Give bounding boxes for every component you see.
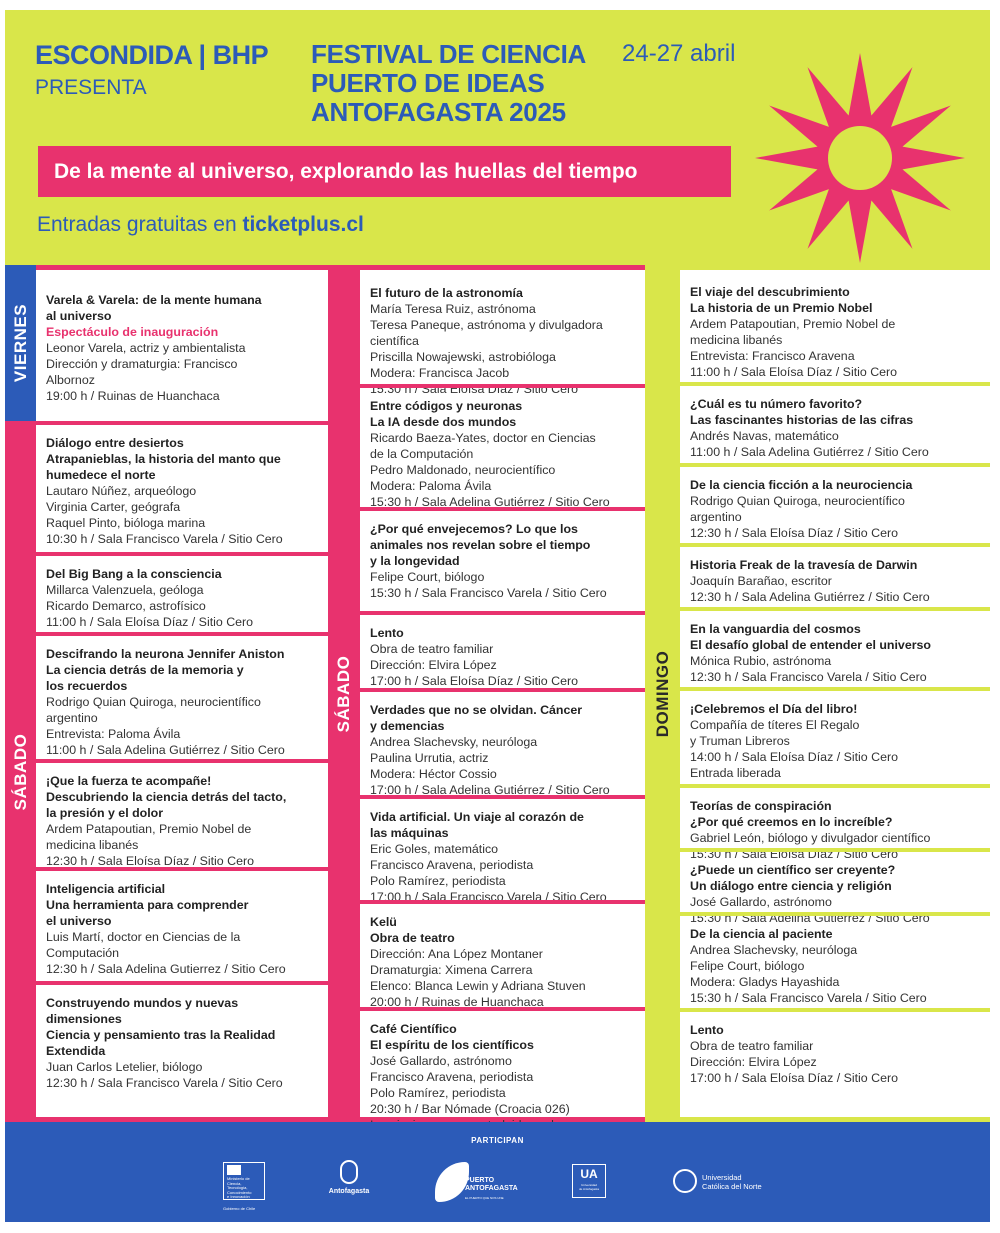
- event-title: humedece el norte: [46, 468, 156, 482]
- event-card: [360, 688, 645, 795]
- event-title: ¡Que la fuerza te acompañe!: [46, 774, 212, 788]
- event-detail: Ricardo Demarco, astrofísico: [46, 599, 206, 613]
- event-detail: Joaquín Barañao, escritor: [690, 574, 832, 588]
- event-detail: Elenco: Blanca Lewin y Adriana Stuven: [370, 979, 586, 993]
- tickets-link[interactable]: ticketplus.cl: [242, 213, 364, 236]
- event-title: Ciencia y pensamiento tras la Realidad: [46, 1028, 276, 1042]
- schedule-column-1: [36, 265, 328, 1122]
- event-title: ¿Puede un científico ser creyente?: [690, 863, 896, 877]
- event-detail: 20:00 h / Ruinas de Huanchaca: [370, 995, 544, 1009]
- event-title: Lento: [370, 626, 404, 640]
- event-detail: 11:00 h / Sala Adelina Gutiérrez / Sitio Cero: [46, 743, 285, 757]
- antofagasta-text: Antofagasta: [328, 1188, 370, 1195]
- event-detail: Entrada liberada: [690, 766, 781, 780]
- event-title: Construyendo mundos y nuevas: [46, 996, 239, 1010]
- event-title: ¿Cuál es tu número favorito?: [690, 397, 863, 411]
- event-card: [680, 1008, 990, 1087]
- event-detail: 11:00 h / Sala Eloísa Díaz / Sitio Cero: [690, 365, 898, 379]
- event-detail: 15:30 h / Sala Francisco Varela / Sitio Cero: [370, 586, 607, 600]
- event-detail: 15:30 h / Sala Francisco Varela / Sitio Cero: [690, 991, 927, 1005]
- event-detail: 17:00 h / Sala Adelina Gutiérrez / Sitio Cero: [370, 783, 610, 797]
- title-line: FESTIVAL DE CIENCIA: [311, 39, 587, 69]
- event-title: ¡Celebremos el Día del libro!: [690, 702, 858, 716]
- sponsors-footer: [5, 1122, 990, 1222]
- day-label: DOMINGO: [652, 650, 672, 737]
- event-detail: Mónica Rubio, astrónoma: [690, 654, 832, 668]
- event-title: Teorías de conspiración: [690, 799, 832, 813]
- event-title: Café Científico: [370, 1022, 457, 1036]
- brand-logo: ESCONDIDA | BHP: [35, 40, 269, 70]
- event-detail: Teresa Paneque, astrónoma y divulgadora: [370, 318, 603, 332]
- title-line: ANTOFAGASTA 2025: [311, 97, 566, 127]
- event-card: [36, 552, 328, 632]
- event-title: ¿Por qué creemos en lo increíble?: [690, 815, 893, 829]
- event-highlight: Espectáculo de inauguración: [46, 325, 219, 339]
- puerto-text: ANTOFAGASTA: [465, 1185, 518, 1192]
- event-detail: Modera: Paloma Ávila: [370, 479, 492, 493]
- event-title: El viaje del descubrimiento: [690, 285, 850, 299]
- event-title: Del Big Bang a la consciencia: [46, 567, 222, 581]
- event-detail: 17:00 h / Sala Francisco Varela / Sitio Cero: [370, 890, 607, 904]
- event-title: dimensiones: [46, 1012, 122, 1026]
- logo-text: Conocimiento: [227, 1189, 252, 1195]
- event-detail: Dirección y dramaturgia: Francisco: [46, 357, 238, 371]
- event-card: [680, 543, 990, 607]
- day-band-sabado-1: [5, 421, 36, 1122]
- event-detail: 14:00 h / Sala Eloísa Díaz / Sitio Cero: [690, 750, 898, 764]
- tickets-line: [37, 213, 364, 237]
- event-card: [360, 384, 645, 507]
- logo-text: Tecnología,: [227, 1185, 248, 1190]
- event-detail: Gabriel León, biólogo y divulgador científico: [690, 831, 931, 845]
- schedule-column-3: [680, 265, 990, 1122]
- event-detail: 15:30 h / Sala Adelina Gutiérrez / Sitio Cero: [690, 911, 930, 925]
- event-detail: Paulina Urrutia, actriz: [370, 751, 489, 765]
- event-card: [360, 795, 645, 904]
- event-detail: 17:00 h / Sala Eloísa Díaz / Sitio Cero: [690, 1071, 898, 1085]
- shield-icon: [227, 1165, 241, 1175]
- crest-icon: [340, 1160, 358, 1184]
- schedule-column-2: [360, 265, 645, 1122]
- event-title: animales nos revelan sobre el tiempo: [370, 538, 591, 552]
- event-detail: Andrea Slachevsky, neuróloga: [690, 943, 858, 957]
- event-card: [360, 270, 645, 396]
- day-label: SÁBADO: [334, 655, 353, 732]
- event-detail: 10:30 h / Sala Francisco Varela / Sitio Cero: [46, 532, 283, 546]
- logo-text: Ciencia,: [227, 1180, 242, 1186]
- event-detail: 12:30 h / Sala Eloísa Díaz / Sitio Cero: [46, 854, 254, 868]
- day-label: VIERNES: [10, 303, 30, 383]
- event-title: El desafío global de entender el universo: [690, 638, 931, 652]
- puerto-text: PUERTO: [465, 1177, 495, 1184]
- ucn-seal-icon: [673, 1169, 697, 1193]
- ministerio-sub-text: Gobierno de Chile: [223, 1206, 256, 1211]
- ucn-text: Universidad: [702, 1173, 742, 1182]
- event-card: [680, 463, 990, 543]
- event-detail: argentino: [690, 510, 742, 524]
- event-detail: Leonor Varela, actriz y ambientalista: [46, 341, 246, 355]
- event-card: [680, 687, 990, 784]
- event-card: [680, 607, 990, 687]
- event-title: y demencias: [370, 719, 445, 733]
- event-card: [360, 900, 645, 1007]
- puerto-logo: [435, 1162, 518, 1204]
- event-detail: Albornoz: [46, 373, 95, 387]
- event-card: [36, 867, 328, 981]
- event-card: [680, 270, 990, 382]
- event-title: la presión y el dolor: [46, 806, 164, 820]
- event-detail: 11:00 h / Sala Adelina Gutiérrez / Sitio Cero: [690, 445, 929, 459]
- event-detail: 17:00 h / Sala Eloísa Díaz / Sitio Cero: [370, 674, 578, 688]
- event-detail: Priscilla Nowajewski, astrobióloga: [370, 350, 556, 364]
- event-card: [680, 848, 990, 925]
- event-title: y la longevidad: [370, 554, 460, 568]
- event-card: [36, 421, 328, 552]
- event-title: En la vanguardia del cosmos: [690, 622, 861, 636]
- event-detail: Rodrigo Quian Quiroga, neurocientífico: [46, 695, 261, 709]
- ucn-logo: [673, 1169, 793, 1195]
- event-title: De la ciencia al paciente: [690, 927, 833, 941]
- event-title: Diálogo entre desiertos: [46, 436, 184, 450]
- event-title: Kelü: [370, 915, 397, 929]
- event-card: [360, 611, 645, 688]
- festival-poster: [5, 10, 990, 1222]
- event-title: el universo: [46, 914, 112, 928]
- event-detail: Dirección: Ana López Montaner: [370, 947, 543, 961]
- event-card: [36, 632, 328, 759]
- event-detail: María Teresa Ruiz, astrónoma: [370, 302, 536, 316]
- event-title: Las fascinantes historias de las cifras: [690, 413, 914, 427]
- event-detail: José Gallardo, astrónomo: [370, 1054, 512, 1068]
- event-detail: Felipe Court, biólogo: [690, 959, 805, 973]
- logo-text: Ministerio de: [227, 1176, 250, 1181]
- event-detail: 15:30 h / Sala Eloísa Díaz / Sitio Cero: [690, 847, 898, 861]
- event-card: [680, 784, 990, 861]
- event-card: [36, 270, 328, 421]
- ua-sub-text: Universidad: [581, 1183, 597, 1187]
- event-detail: Obra de teatro familiar: [370, 642, 494, 656]
- event-detail: Juan Carlos Letelier, biólogo: [46, 1060, 203, 1074]
- event-detail: José Gallardo, astrónomo: [690, 895, 832, 909]
- event-detail: Modera: Gladys Hayashida: [690, 975, 840, 989]
- event-title: Verdades que no se olvidan. Cáncer: [370, 703, 583, 717]
- festival-dates: 24-27 abril: [622, 40, 736, 67]
- event-detail: Felipe Court, biólogo: [370, 570, 485, 584]
- event-title: La historia de un Premio Nobel: [690, 301, 873, 315]
- event-detail: 20:30 h / Bar Nómade (Croacia 026): [370, 1102, 570, 1116]
- event-detail: medicina libanés: [690, 333, 783, 347]
- event-detail: científica: [370, 334, 419, 348]
- event-card: [680, 382, 990, 463]
- event-detail: Modera: Héctor Cossio: [370, 767, 497, 781]
- event-title: ¿Por qué envejecemos? Lo que los: [370, 522, 578, 536]
- puerto-sub-text: EL PUERTO QUE NOS UNE: [465, 1196, 504, 1200]
- event-title: Inteligencia artificial: [46, 882, 166, 896]
- event-detail: 15:30 h / Sala Adelina Gutiérrez / Sitio Cero: [370, 495, 610, 509]
- day-band-domingo: [645, 265, 680, 1122]
- event-detail: Entrevista: Francisco Aravena: [690, 349, 855, 363]
- event-detail: Ardem Patapoutian, Premio Nobel de: [690, 317, 896, 331]
- event-title: El futuro de la astronomía: [370, 286, 523, 300]
- event-detail: Lautaro Núñez, arqueólogo: [46, 484, 197, 498]
- event-detail: Dirección: Elvira López: [690, 1055, 817, 1069]
- wave-icon: [435, 1162, 469, 1202]
- ministerio-logo: [223, 1162, 265, 1200]
- event-detail: Dramaturgia: Ximena Carrera: [370, 963, 533, 977]
- event-title: Descifrando la neurona Jennifer Aniston: [46, 647, 285, 661]
- event-title: Obra de teatro: [370, 931, 455, 945]
- event-detail: Polo Ramírez, periodista: [370, 1086, 506, 1100]
- tickets-text: Entradas gratuitas en: [37, 213, 237, 236]
- event-card: [680, 912, 990, 1008]
- event-title: Atrapanieblas, la historia del manto que: [46, 452, 281, 466]
- event-detail: Rodrigo Quian Quiroga, neurocientífico: [690, 494, 905, 508]
- event-title: De la ciencia ficción a la neurociencia: [690, 478, 913, 492]
- event-detail: de la Computación: [370, 447, 474, 461]
- event-detail: Virginia Carter, geógrafa: [46, 500, 181, 514]
- event-detail: Modera: Francisca Jacob: [370, 366, 510, 380]
- day-band-sabado-2: [328, 265, 360, 1122]
- festival-motto: De la mente al universo, explorando las huellas del tiempo: [38, 146, 731, 197]
- event-card: [36, 759, 328, 867]
- event-title: Un diálogo entre ciencia y religión: [690, 879, 892, 893]
- event-detail: Polo Ramírez, periodista: [370, 874, 506, 888]
- title-line: PUERTO DE IDEAS: [311, 68, 545, 98]
- event-card: [360, 1007, 645, 1115]
- event-detail: 12:30 h / Sala Francisco Varela / Sitio Cero: [46, 1076, 283, 1090]
- event-title: Historia Freak de la travesía de Darwin: [690, 558, 918, 572]
- event-title: La ciencia detrás de la memoria y: [46, 663, 244, 677]
- participan-label: PARTICIPAN: [471, 1136, 524, 1145]
- event-detail: y Truman Libreros: [690, 734, 790, 748]
- event-detail: Compañía de títeres El Regalo: [690, 718, 860, 732]
- event-detail: medicina libanés: [46, 838, 139, 852]
- event-detail: Ricardo Baeza-Yates, doctor en Ciencias: [370, 431, 596, 445]
- ua-sub-text: de Antofagasta: [578, 1187, 600, 1191]
- day-label: SÁBADO: [10, 733, 30, 810]
- event-title: las máquinas: [370, 826, 449, 840]
- event-detail: Computación: [46, 946, 120, 960]
- logo-text: e Innovación: [227, 1194, 250, 1199]
- event-detail: argentino: [46, 711, 98, 725]
- event-title: Lento: [690, 1023, 724, 1037]
- event-detail: 12:30 h / Sala Adelina Gutierrez / Sitio Cero: [46, 962, 286, 976]
- event-detail: 12:30 h / Sala Francisco Varela / Sitio Cero: [690, 670, 927, 684]
- ucn-text: Católica del Norte: [702, 1182, 762, 1191]
- event-title: los recuerdos: [46, 679, 128, 693]
- event-detail: Eric Goles, matemático: [370, 842, 499, 856]
- event-detail: Entrevista: Paloma Ávila: [46, 727, 181, 741]
- event-title: Extendida: [46, 1044, 106, 1058]
- event-card: [360, 507, 645, 611]
- event-detail: Pedro Maldonado, neurocientífico: [370, 463, 556, 477]
- event-detail: Francisco Aravena, periodista: [370, 1070, 534, 1084]
- event-card: [36, 981, 328, 1107]
- event-title: Una herramienta para comprender: [46, 898, 249, 912]
- day-band-viernes: [5, 265, 36, 421]
- event-detail: Andrés Navas, matemático: [690, 429, 839, 443]
- event-detail: Francisco Aravena, periodista: [370, 858, 534, 872]
- event-title: La IA desde dos mundos: [370, 415, 517, 429]
- event-title: Entre códigos y neuronas: [370, 399, 523, 413]
- antofagasta-logo: [323, 1160, 375, 1196]
- event-detail: 19:00 h / Ruinas de Huanchaca: [46, 389, 220, 403]
- event-detail: Luis Martí, doctor en Ciencias de la: [46, 930, 241, 944]
- star-icon: [750, 48, 970, 268]
- event-detail: Obra de teatro familiar: [690, 1039, 814, 1053]
- event-detail: 15:30 h / Sala Eloísa Díaz / Sitio Cero: [370, 382, 578, 396]
- event-detail: Andrea Slachevsky, neuróloga: [370, 735, 538, 749]
- event-title: El espíritu de los científicos: [370, 1038, 534, 1052]
- event-detail: Raquel Pinto, bióloga marina: [46, 516, 206, 530]
- event-title: Varela & Varela: de la mente humana: [46, 293, 262, 307]
- festival-title: [311, 40, 611, 127]
- event-title: Vida artificial. Un viaje al corazón de: [370, 810, 584, 824]
- event-detail: Ardem Patapoutian, Premio Nobel de: [46, 822, 252, 836]
- event-detail: 11:00 h / Sala Eloísa Díaz / Sitio Cero: [46, 615, 254, 629]
- event-detail: Millarca Valenzuela, geóloga: [46, 583, 204, 597]
- event-title: Descubriendo la ciencia detrás del tacto,: [46, 790, 287, 804]
- event-detail: 12:30 h / Sala Eloísa Díaz / Sitio Cero: [690, 526, 898, 540]
- event-title: al universo: [46, 309, 112, 323]
- ua-logo: [572, 1164, 606, 1198]
- event-detail: Dirección: Elvira López: [370, 658, 497, 672]
- ua-text: UA: [580, 1167, 598, 1181]
- presenta-label: PRESENTA: [35, 76, 147, 99]
- event-detail: 12:30 h / Sala Adelina Gutiérrez / Sitio Cero: [690, 590, 930, 604]
